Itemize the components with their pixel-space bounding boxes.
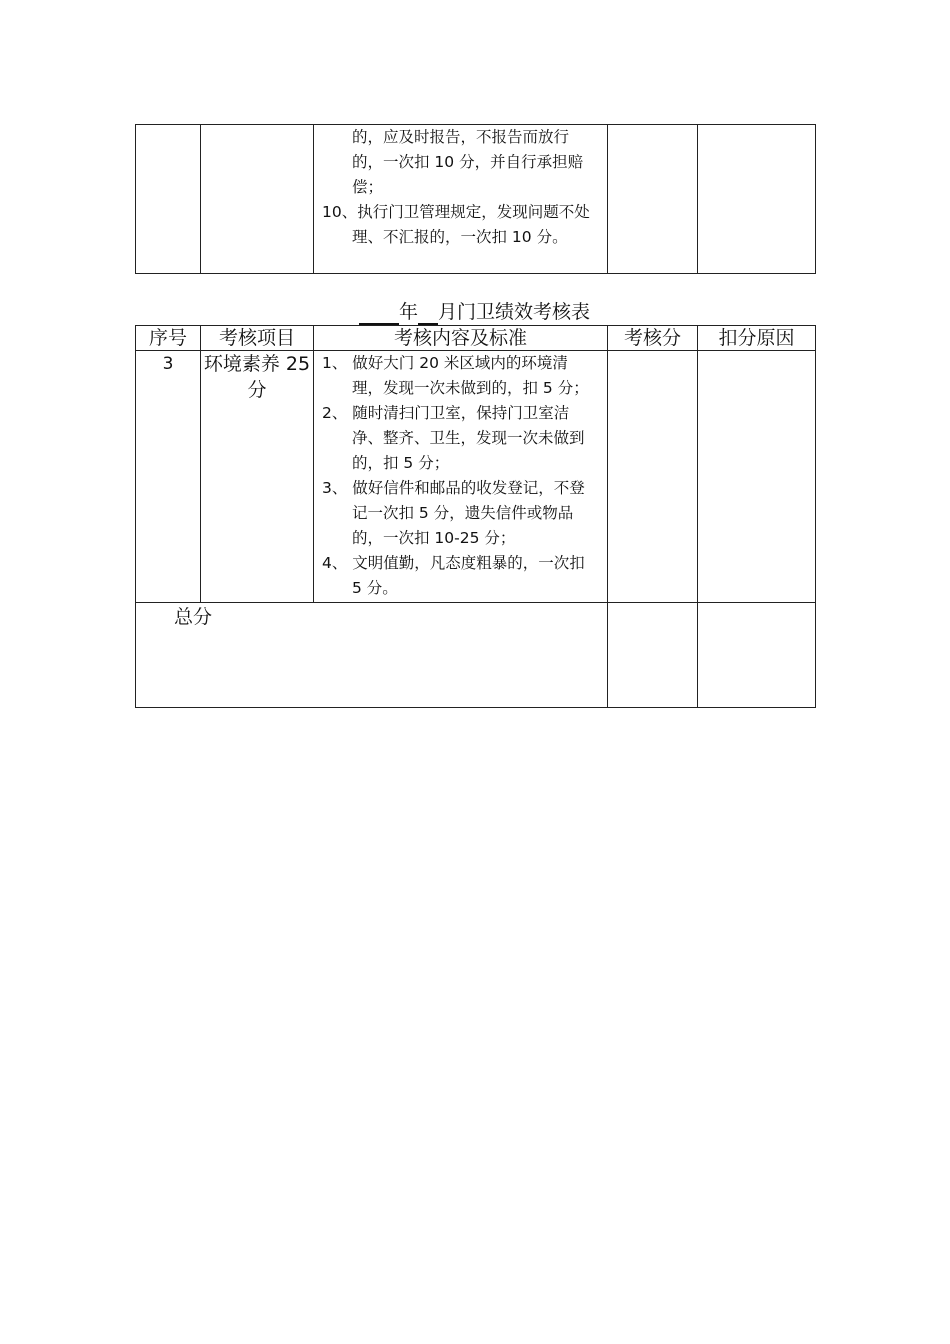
cell-item: 环境素养 25 分 — [201, 351, 314, 603]
year-blank[interactable] — [359, 303, 399, 325]
evaluation-table — [135, 325, 816, 708]
cell-score — [608, 125, 698, 274]
header-reason: 扣分原因 — [698, 326, 816, 351]
criteria-list — [314, 351, 607, 601]
table-row — [136, 125, 816, 274]
list-item: 3、 做好信件和邮品的收发登记，不登记一次扣 5 分，遗失信件或物品的，一次扣 10-25 分； — [322, 479, 585, 547]
continued-table — [135, 124, 816, 274]
cell-no: 3 — [136, 351, 201, 603]
cell-item — [201, 125, 314, 274]
cell-no — [136, 125, 201, 274]
list-item: 2、 随时清扫门卫室，保持门卫室洁净、整齐、卫生，发现一次未做到的，扣 5 分； — [322, 404, 585, 472]
header-row — [136, 326, 816, 351]
cell-reason-input[interactable] — [698, 351, 816, 603]
list-item: 1、 做好大门 20 米区域内的环境清理，发现一次未做到的，扣 5 分； — [322, 354, 589, 397]
header-score: 考核分 — [608, 326, 698, 351]
cell-criteria — [314, 351, 608, 603]
criteria-list — [314, 125, 607, 250]
total-reason-input[interactable] — [698, 603, 816, 708]
header-item: 考核项目 — [201, 326, 314, 351]
table-row — [136, 351, 816, 603]
page-title — [135, 299, 814, 325]
cell-criteria — [314, 125, 608, 274]
total-score-input[interactable] — [608, 603, 698, 708]
header-no: 序号 — [136, 326, 201, 351]
title-year-label: 年 — [398, 301, 418, 323]
total-label: 总分 — [136, 603, 608, 708]
title-text: 月门卫绩效考核表 — [438, 301, 591, 323]
cell-reason — [698, 125, 816, 274]
cell-score-input[interactable] — [608, 351, 698, 603]
total-row — [136, 603, 816, 708]
list-item: 4、 文明值勤，凡态度粗暴的，一次扣 5 分。 — [322, 554, 585, 597]
list-item: 10、执行门卫管理规定，发现问题不处理、不汇报的，一次扣 10 分。 — [322, 203, 590, 246]
list-item: 的，应及时报告，不报告而放行的，一次扣 10 分，并自行承担赔偿； — [352, 128, 584, 196]
month-blank[interactable] — [418, 303, 438, 325]
header-criteria: 考核内容及标准 — [314, 326, 608, 351]
